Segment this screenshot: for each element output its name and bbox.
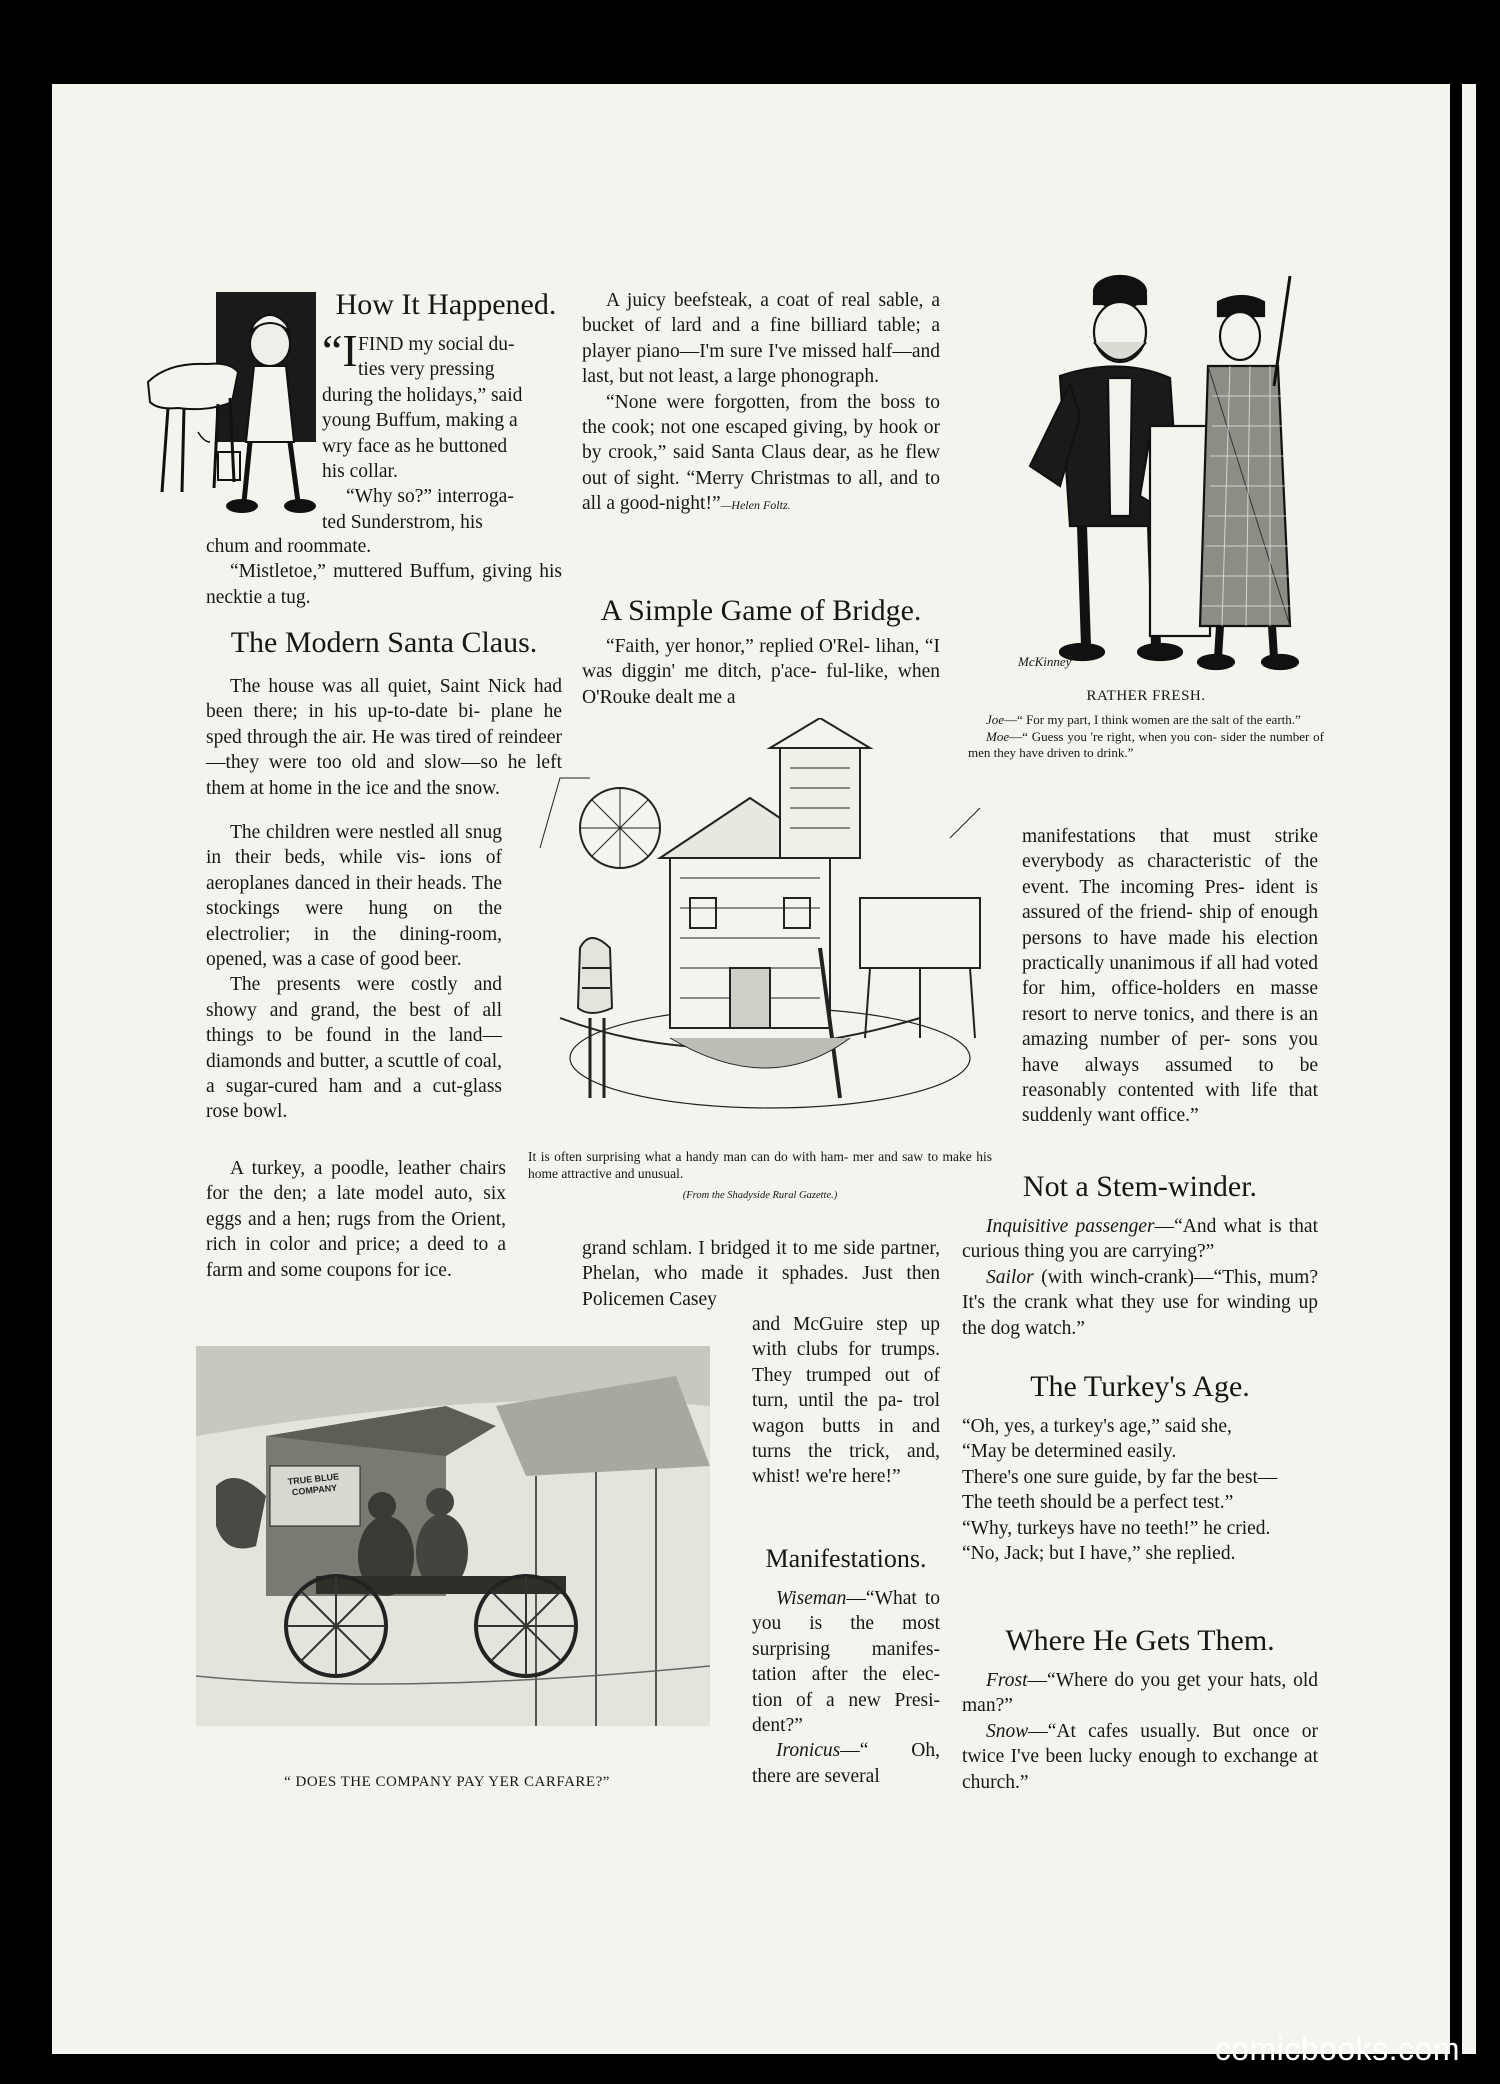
modern-santa-narrow — [206, 820, 502, 1125]
paragraph: and McGuire step up with clubs for trumps. They trumped out of turn, until the pa- trol wagon butts in and turns the trick, and, whist! we're here!” — [752, 1314, 940, 1488]
how-it-happened-head — [330, 288, 562, 322]
turkey-poem — [962, 1370, 1318, 1566]
speaker-name: Wiseman — [776, 1588, 847, 1609]
paragraph — [582, 390, 940, 517]
speaker-line: —“And what is that curious thing you are carrying?” — [962, 1216, 1319, 1263]
watermark: comicbooks.com — [1214, 2031, 1460, 2067]
paragraph-line: ties very pressing — [358, 359, 495, 381]
poem-line: “Why, turkeys have no teeth!” he cried. — [962, 1517, 1271, 1539]
paragraph-text: “None were forgotten, from the boss to the cook; not one escaped giving, by hook or by crook,” said Santa Claus dear, as he flew out of sight. “Merry Christmas to all, and to all a good-night!” — [582, 391, 940, 515]
calf-boy-illustration — [138, 292, 320, 522]
paragraph: chum and roommate. — [206, 536, 372, 557]
speaker-name: Snow — [986, 1720, 1029, 1742]
speaker-line: —“What to you is the most surprising manifes- tation after the elec- tion of a new Presi- dent?” — [752, 1588, 940, 1737]
how-it-happened-end — [206, 534, 562, 610]
poem-line: “Oh, yes, a turkey's age,” said she, — [962, 1416, 1232, 1437]
paragraph-line: “Why so?” interroga- — [346, 486, 514, 508]
cartoonist-signature: McKinney — [1018, 654, 1072, 669]
paragraph — [962, 1719, 1318, 1795]
paragraph-line: ted Sunderstrom, his — [322, 511, 483, 533]
santa-continuation — [582, 288, 940, 517]
manifestations-continued — [1022, 824, 1318, 1129]
speaker-line: —“At cafes usually. But once or twice I've been lucky enough to exchange at church.” — [962, 1720, 1318, 1793]
paragraph: manifestations that must strike everybody as characteristic of the event. The incoming Pres- ident is assured of the friend- ship of enough persons to have made his election practically unanimous if all had voted for him, office-holders en masse resort to nerve tonics, and there is an amazing number of per- sons you have always assumed to be reasonably contented with life that suddenly want office.” — [1022, 826, 1318, 1127]
paragraph — [962, 1668, 1318, 1719]
poem-line: “May be determined easily. — [962, 1441, 1177, 1463]
rather-fresh-title: RATHER FRESH. — [1086, 688, 1206, 704]
paragraph — [962, 1214, 1318, 1265]
manifestations-title: Manifestations. — [765, 1544, 927, 1573]
wagon-sign: TRUE BLUE COMPANY — [287, 1471, 340, 1498]
speaker-line: —“ Oh, there are several — [752, 1740, 940, 1787]
house-source: (From the Shadyside Rural Gazette.) — [682, 1190, 838, 1201]
bridge-article — [582, 594, 940, 710]
paragraph-line: wry face as he buttoned — [322, 435, 508, 457]
speaker-line: —“Where do you get your hats, old man?” — [962, 1670, 1318, 1717]
house-caption — [528, 1148, 992, 1182]
poem-line: “No, Jack; but I have,” she replied. — [962, 1543, 1236, 1565]
manifestations-article — [752, 1542, 940, 1789]
speaker-name: Ironicus — [776, 1740, 841, 1762]
modern-santa-p4 — [206, 1156, 506, 1283]
drop-cap: “I — [322, 325, 358, 376]
dialogue-line — [968, 729, 1324, 762]
how-it-happened-title: How It Happened. — [335, 288, 557, 321]
delivery-wagon-illustration — [196, 1346, 710, 1726]
paragraph-line: FIND my social du- — [358, 334, 515, 355]
where-gets-article — [962, 1624, 1318, 1795]
author-credit: —Helen Foltz. — [720, 498, 791, 513]
odd-house-illustration — [520, 718, 1014, 1126]
speaker-name: Moe — [986, 728, 1010, 744]
two-men-cartoon — [990, 266, 1320, 682]
stem-winder-title: Not a Stem-winder. — [1022, 1170, 1258, 1203]
speaker-line: —“ Guess you 're right, when you con- sider the number of men they have driven to drink.” — [968, 728, 1324, 760]
speaker-name: Inquisitive passenger — [986, 1216, 1155, 1237]
paragraph — [752, 1738, 940, 1789]
speaker-line: (with winch-crank)—“This, mum? It's the crank what they use for winding up the dog watch.” — [962, 1266, 1318, 1339]
rather-fresh-dialogue — [968, 712, 1324, 762]
speaker-name: Sailor — [986, 1266, 1034, 1288]
modern-santa-title: The Modern Santa Claus. — [230, 626, 538, 659]
wagon-caption: “ DOES THE COMPANY PAY YER CARFARE?” — [284, 1774, 610, 1790]
dialogue-line — [968, 712, 1324, 729]
paragraph: The house was all quiet, Saint Nick had been there; in his up-to-date bi- plane he sped through the air. He was tired of reindeer—they were too old and slow—so he left them at home in the ice and the snow. — [206, 676, 562, 799]
bridge-conclusion — [752, 1312, 940, 1490]
paragraph: “Faith, yer honor,” replied O'Rel- lihan, “I was diggin' me ditch, p'ace- ful-like, when O'Rouke dealt me a — [582, 636, 940, 708]
speaker-name: Frost — [986, 1670, 1028, 1691]
bridge-continued — [582, 1236, 940, 1312]
poem-line: There's one sure guide, by far the best— — [962, 1466, 1278, 1488]
paragraph-line: during the holidays,” said — [322, 384, 523, 406]
where-gets-title: Where He Gets Them. — [1005, 1624, 1275, 1657]
bridge-title: A Simple Game of Bridge. — [600, 594, 922, 627]
paragraph: The presents were costly and showy and grand, the best of all things to be found in the land—diamonds and butter, a scuttle of coal, a sugar-cured ham and a cut-glass rose bowl. — [206, 974, 502, 1123]
poem-line: The teeth should be a perfect test.” — [962, 1492, 1234, 1514]
facing-page-edge — [1462, 84, 1476, 2054]
paragraph: “Mistletoe,” muttered Buffum, giving his necktie a tug. — [206, 561, 562, 608]
paragraph: A turkey, a poodle, leather chairs for the den; a late model auto, six eggs and a hen; rugs from the Orient, rich in color and price; a deed to a farm and some coupons for ice. — [206, 1158, 506, 1281]
how-it-happened-opening — [322, 325, 562, 535]
paragraph: The children were nestled all snug in their beds, while vis- ions of aeroplanes danced in their heads. The stockings were hung on the electrolier; in the dining-room, opened, was a case of good beer. — [206, 822, 502, 971]
paragraph: grand schlam. I bridged it to me side partner, Phelan, who made it sphades. Just then Policemen Casey — [582, 1238, 940, 1310]
paragraph — [962, 1265, 1318, 1341]
paragraph: A juicy beefsteak, a coat of real sable, a bucket of lard and a fine billiard table; a player piano—I'm sure I've missed half—and last, but not least, a large phonograph. — [582, 290, 940, 388]
modern-santa-article — [206, 626, 562, 801]
house-caption-text: It is often surprising what a handy man can do with ham- mer and saw to make his home attractive and unusual. — [528, 1149, 992, 1181]
paragraph-line: young Buffum, making a — [322, 410, 518, 432]
paragraph-line: his collar. — [322, 461, 398, 483]
paragraph — [752, 1586, 940, 1738]
speaker-name: Joe — [986, 712, 1005, 727]
speaker-line: —“ For my part, I think women are the salt of the earth.” — [1004, 712, 1301, 727]
turkey-title: The Turkey's Age. — [1030, 1370, 1250, 1403]
stem-winder-article — [962, 1170, 1318, 1341]
